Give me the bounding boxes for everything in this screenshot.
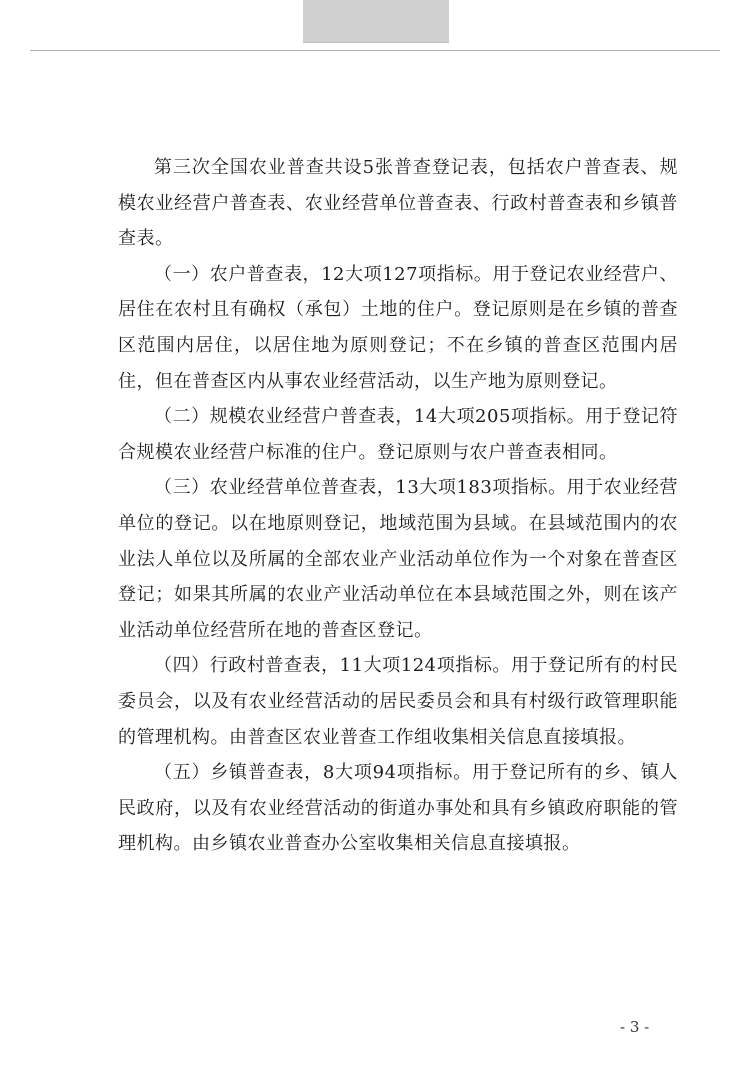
scan-top-tab xyxy=(303,0,449,43)
paragraph-business-unit-form: （三）农业经营单位普查表，13大项183项指标。用于农业经营单位的登记。以在地原则登记，地域范围为县域。在县域范围内的农业法人单位以及所属的全部农业产业活动单位作为一个对象在普查区登记；如果其所属的农业产业活动单位在本县域范围之外，则在该产业活动单位经营所在地的普查区登记。 xyxy=(118,477,678,641)
paragraph-large-scale-form: （二）规模农业经营户普查表，14大项205项指标。用于登记符合规模农业经营户标准的住户。登记原则与农户普查表相同。 xyxy=(118,406,678,463)
paragraph-township-form: （五）乡镇普查表，8大项94项指标。用于登记所有的乡、镇人民政府，以及有农业经营活动的街道办事处和具有乡镇政府职能的管理机构。由乡镇农业普查办公室收集相关信息直接填报。 xyxy=(118,762,678,855)
paragraph-household-form: （一）农户普查表，12大项127项指标。用于登记农业经营户、居住在农村且有确权（承包）土地的住户。登记原则是在乡镇的普查区范围内居住，以居住地为原则登记；不在乡镇的普查区范围内居住，但在普查区内从事农业经营活动，以生产地为原则登记。 xyxy=(118,263,678,392)
header-rule xyxy=(30,50,720,51)
paragraph-village-form: （四）行政村普查表，11大项124项指标。用于登记所有的村民委员会，以及有农业经营活动的居民委员会和具有村级行政管理职能的管理机构。由普查区农业普查工作组收集相关信息直接填报。 xyxy=(118,655,678,748)
page-number: - 3 - xyxy=(620,1018,650,1036)
paragraph-intro: 第三次全国农业普查共设5张普查登记表，包括农户普查表、规模农业经营户普查表、农业经营单位普查表、行政村普查表和乡镇普查表。 xyxy=(118,157,678,250)
document-body xyxy=(118,150,678,862)
